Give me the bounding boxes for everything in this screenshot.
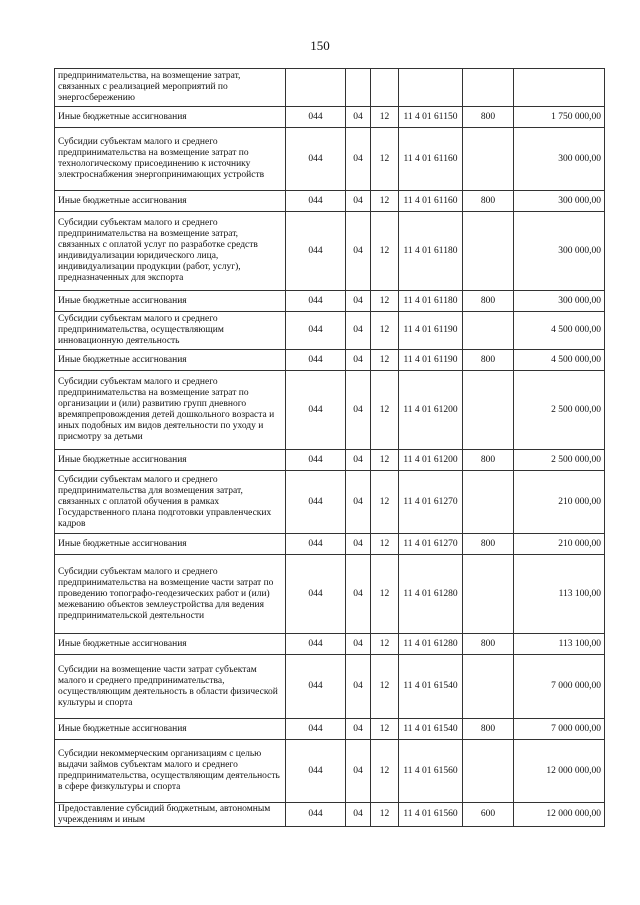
cell-target: 11 4 01 61190 <box>399 350 463 371</box>
cell-section: 04 <box>346 534 371 555</box>
cell-name: Иные бюджетные ассигнования <box>55 291 286 312</box>
cell-name: Субсидии субъектам малого и среднего предпринимательства для возмещения затрат, связанных с оплатой обучения в рамках Государственного плана подготовки управленческих кадров <box>55 471 286 534</box>
cell-type <box>463 655 514 719</box>
cell-subsection: 12 <box>371 655 399 719</box>
cell-subsection: 12 <box>371 191 399 212</box>
cell-target: 11 4 01 61160 <box>399 128 463 191</box>
cell-amount: 113 100,00 <box>514 634 605 655</box>
table-row <box>55 107 605 128</box>
cell-section: 04 <box>346 655 371 719</box>
cell-target: 11 4 01 61160 <box>399 191 463 212</box>
cell-section: 04 <box>346 350 371 371</box>
cell-amount: 4 500 000,00 <box>514 312 605 350</box>
cell-target: 11 4 01 61560 <box>399 740 463 803</box>
cell-target: 11 4 01 61280 <box>399 555 463 634</box>
cell-target: 11 4 01 61560 <box>399 803 463 827</box>
cell-section: 04 <box>346 740 371 803</box>
cell-ministry: 044 <box>286 719 346 740</box>
cell-target: 11 4 01 61190 <box>399 312 463 350</box>
cell-name: Иные бюджетные ассигнования <box>55 191 286 212</box>
table-row <box>55 803 605 827</box>
table-row <box>55 719 605 740</box>
table-row <box>55 312 605 350</box>
table-row <box>55 634 605 655</box>
cell-amount: 1 750 000,00 <box>514 107 605 128</box>
table-row <box>55 740 605 803</box>
cell-subsection: 12 <box>371 350 399 371</box>
cell-section: 04 <box>346 371 371 450</box>
cell-target: 11 4 01 61540 <box>399 719 463 740</box>
cell-subsection: 12 <box>371 555 399 634</box>
cell-ministry: 044 <box>286 471 346 534</box>
cell-subsection: 12 <box>371 719 399 740</box>
cell-type <box>463 371 514 450</box>
cell-name: Субсидии субъектам малого и среднего предпринимательства на возмещение затрат, связанных с оплатой услуг по разработке средств индивидуализации юридического лица, индивидуализации продукции (работ, услуг), предназначенных для экспорта <box>55 212 286 291</box>
cell-type: 800 <box>463 350 514 371</box>
cell-name: Иные бюджетные ассигнования <box>55 719 286 740</box>
cell-amount: 7 000 000,00 <box>514 655 605 719</box>
cell-name: Субсидии на возмещение части затрат субъектам малого и среднего предпринимательства, осуществляющим деятельность в области физической культуры и спорта <box>55 655 286 719</box>
cell-section: 04 <box>346 719 371 740</box>
cell-ministry: 044 <box>286 191 346 212</box>
cell-amount: 210 000,00 <box>514 471 605 534</box>
table-row <box>55 128 605 191</box>
cell-ministry: 044 <box>286 655 346 719</box>
cell-target: 11 4 01 61270 <box>399 534 463 555</box>
cell-ministry: 044 <box>286 803 346 827</box>
cell-amount: 300 000,00 <box>514 291 605 312</box>
cell-name: Субсидии субъектам малого и среднего предпринимательства на возмещение части затрат по проведению топографо-геодезических работ и (или) межеванию объектов землеустройства для ведения предпринимательской деятельности <box>55 555 286 634</box>
cell-section: 04 <box>346 191 371 212</box>
budget-table <box>54 68 605 827</box>
cell-subsection: 12 <box>371 634 399 655</box>
cell-type: 800 <box>463 534 514 555</box>
table-row <box>55 534 605 555</box>
cell-section: 04 <box>346 107 371 128</box>
cell-subsection: 12 <box>371 107 399 128</box>
cell-ministry: 044 <box>286 107 346 128</box>
cell-amount: 12 000 000,00 <box>514 740 605 803</box>
cell-target: 11 4 01 61280 <box>399 634 463 655</box>
cell-amount: 12 000 000,00 <box>514 803 605 827</box>
table-row <box>55 655 605 719</box>
cell-ministry: 044 <box>286 555 346 634</box>
cell-amount <box>514 69 605 107</box>
cell-type: 800 <box>463 719 514 740</box>
cell-type: 800 <box>463 191 514 212</box>
cell-ministry: 044 <box>286 212 346 291</box>
cell-ministry: 044 <box>286 128 346 191</box>
cell-section: 04 <box>346 471 371 534</box>
cell-name: Субсидии субъектам малого и среднего предпринимательства на возмещение затрат по технологическому присоединению к источнику электроснабжения энергопринимающих устройств <box>55 128 286 191</box>
cell-type <box>463 740 514 803</box>
cell-name: Иные бюджетные ассигнования <box>55 450 286 471</box>
cell-subsection: 12 <box>371 534 399 555</box>
cell-section: 04 <box>346 212 371 291</box>
cell-name: Субсидии субъектам малого и среднего предпринимательства, осуществляющим инновационную деятельность <box>55 312 286 350</box>
cell-section: 04 <box>346 634 371 655</box>
cell-subsection: 12 <box>371 740 399 803</box>
cell-target <box>399 69 463 107</box>
cell-name: Иные бюджетные ассигнования <box>55 634 286 655</box>
cell-amount: 300 000,00 <box>514 191 605 212</box>
cell-target: 11 4 01 61270 <box>399 471 463 534</box>
cell-type: 800 <box>463 107 514 128</box>
table-row <box>55 371 605 450</box>
cell-target: 11 4 01 61200 <box>399 450 463 471</box>
cell-subsection: 12 <box>371 291 399 312</box>
cell-amount: 2 500 000,00 <box>514 371 605 450</box>
table-row <box>55 471 605 534</box>
cell-type: 600 <box>463 803 514 827</box>
cell-subsection: 12 <box>371 371 399 450</box>
cell-name: Предоставление субсидий бюджетным, автономным учреждениям и иным <box>55 803 286 827</box>
cell-ministry: 044 <box>286 350 346 371</box>
cell-type: 800 <box>463 634 514 655</box>
cell-target: 11 4 01 61180 <box>399 212 463 291</box>
cell-type: 800 <box>463 450 514 471</box>
cell-subsection: 12 <box>371 212 399 291</box>
cell-type <box>463 312 514 350</box>
page-number: 150 <box>310 38 330 53</box>
cell-section: 04 <box>346 803 371 827</box>
cell-ministry: 044 <box>286 740 346 803</box>
cell-name: предпринимательства, на возмещение затрат, связанных с реализацией мероприятий по энергосбережению <box>55 69 286 107</box>
cell-amount: 4 500 000,00 <box>514 350 605 371</box>
table-row <box>55 69 605 107</box>
cell-section: 04 <box>346 450 371 471</box>
cell-ministry: 044 <box>286 312 346 350</box>
cell-type <box>463 555 514 634</box>
cell-type <box>463 212 514 291</box>
cell-ministry: 044 <box>286 534 346 555</box>
cell-amount: 2 500 000,00 <box>514 450 605 471</box>
cell-ministry <box>286 69 346 107</box>
cell-type <box>463 471 514 534</box>
cell-name: Иные бюджетные ассигнования <box>55 107 286 128</box>
cell-type <box>463 128 514 191</box>
table-row <box>55 555 605 634</box>
cell-section: 04 <box>346 291 371 312</box>
cell-ministry: 044 <box>286 371 346 450</box>
cell-type: 800 <box>463 291 514 312</box>
cell-ministry: 044 <box>286 291 346 312</box>
cell-subsection: 12 <box>371 471 399 534</box>
cell-amount: 7 000 000,00 <box>514 719 605 740</box>
cell-section: 04 <box>346 555 371 634</box>
cell-amount: 113 100,00 <box>514 555 605 634</box>
table-row <box>55 212 605 291</box>
cell-subsection: 12 <box>371 450 399 471</box>
cell-subsection <box>371 69 399 107</box>
table-row <box>55 350 605 371</box>
cell-name: Субсидии субъектам малого и среднего предпринимательства на возмещение затрат по организации и (или) развитию групп дневного времяпрепровождения детей дошкольного возраста и иных подобных им видов деятельности по уходу и присмотру за детьми <box>55 371 286 450</box>
cell-target: 11 4 01 61150 <box>399 107 463 128</box>
cell-section <box>346 69 371 107</box>
cell-ministry: 044 <box>286 634 346 655</box>
cell-amount: 300 000,00 <box>514 128 605 191</box>
cell-subsection: 12 <box>371 312 399 350</box>
table-row <box>55 291 605 312</box>
table-row <box>55 450 605 471</box>
cell-target: 11 4 01 61180 <box>399 291 463 312</box>
cell-subsection: 12 <box>371 128 399 191</box>
cell-target: 11 4 01 61200 <box>399 371 463 450</box>
cell-ministry: 044 <box>286 450 346 471</box>
cell-section: 04 <box>346 312 371 350</box>
cell-name: Иные бюджетные ассигнования <box>55 534 286 555</box>
cell-name: Субсидии некоммерческим организациям с целью выдачи займов субъектам малого и среднего предпринимательства, осуществляющим деятельность в сфере физкультуры и спорта <box>55 740 286 803</box>
cell-section: 04 <box>346 128 371 191</box>
cell-amount: 300 000,00 <box>514 212 605 291</box>
cell-name: Иные бюджетные ассигнования <box>55 350 286 371</box>
cell-subsection: 12 <box>371 803 399 827</box>
cell-target: 11 4 01 61540 <box>399 655 463 719</box>
cell-amount: 210 000,00 <box>514 534 605 555</box>
table-row <box>55 191 605 212</box>
cell-type <box>463 69 514 107</box>
